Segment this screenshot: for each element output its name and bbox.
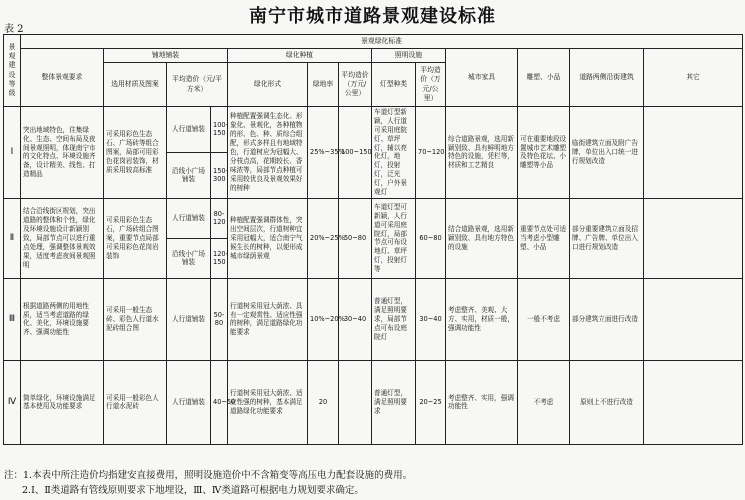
header-other: 其它 — [644, 49, 743, 107]
note-line-1: 注：1.本表中所注造价均指建安直接费用，照明设施造价中不含箱变等高压电力配套设施的费用。 — [4, 470, 413, 481]
header-lamp-cost: 平均造价（万元/公里） — [416, 63, 446, 107]
green-form-cell: 种植配置强调群体性，突出空间层次，行道树种宜采用冠幅大，适合南宁气候生长的树种，以便形成城市绿荫景观 — [228, 198, 308, 278]
grade-cell: Ⅰ — [4, 107, 21, 199]
lamp-type-cell: 普通灯型，满足照明要求 — [372, 360, 416, 444]
header-paving-cost: 平均造价（元/平方米） — [167, 63, 228, 107]
other-cell — [644, 278, 743, 360]
sculpture-cell: 不考虑 — [518, 360, 570, 444]
sculpture-cell: 重要节点处可适当考虑小型雕塑、小品 — [518, 198, 570, 278]
paving-cost-cell: 40~50 — [211, 360, 228, 444]
material-cell: 可采用一般生态砖、彩色人行道水泥砖组合图 — [104, 278, 167, 360]
green-rate-cell: 20%~25% — [308, 198, 339, 278]
header-furniture: 城市家具 — [446, 49, 518, 107]
green-rate-cell: 20 — [308, 360, 339, 444]
paving-sub-cell: 沿线小广场铺装 — [167, 152, 211, 198]
green-cost-cell: 100~150 — [339, 107, 372, 199]
paving-cost-cell: 100-150 — [211, 107, 228, 153]
paving-cost-cell: 80-120 — [211, 198, 228, 238]
paving-sub-cell: 人行道铺装 — [167, 198, 211, 238]
header-paving-material: 选用材质及图案 — [104, 63, 167, 107]
header-green-form: 绿化形式 — [228, 63, 308, 107]
table-notes — [4, 468, 412, 498]
green-rate-cell: 10%~20% — [308, 278, 339, 360]
table-tag: 表 2 — [4, 24, 24, 35]
furniture-cell: 结合道路景观，选用新颖别致、具有地方特色的设施 — [446, 198, 518, 278]
lamp-cost-cell: 20~25 — [416, 360, 446, 444]
green-rate-cell: 25%~35% — [308, 107, 339, 199]
lamp-cost-cell: 30~40 — [416, 278, 446, 360]
green-cost-cell — [339, 360, 372, 444]
lamp-type-cell: 车道灯型新颖，人行道可采用庭院灯、草坪灯，辅以亮化灯，地灯，投射灯，泛光灯，户外景观灯 — [372, 107, 416, 199]
standards-table — [3, 34, 743, 445]
other-cell — [644, 107, 743, 199]
header-paving: 铺地铺装 — [104, 49, 228, 63]
green-cost-cell: 30~40 — [339, 278, 372, 360]
document-title: 南宁市城市道路景观建设标准 — [249, 6, 496, 27]
facade-cell: 临街建筑立面及附广告牌，单位出入口统一进行规划改造 — [570, 107, 644, 199]
grade-cell: Ⅱ — [4, 198, 21, 278]
note-line-2: 2.Ⅰ、Ⅱ类道路有管线原则要求下地埋设，Ⅲ、Ⅳ类道路可根据电力规划要求确定。 — [22, 485, 364, 496]
header-greening: 绿化种植 — [228, 49, 372, 63]
grade-cell: Ⅲ — [4, 278, 21, 360]
overall-cell: 突出地域特色，住集绿化、生态、空间布局及夜间景观照明，体现南宁市的文化特点、环境设施齐备，设计精美、线性、打造精品 — [21, 107, 104, 199]
paving-cost-cell: 50-80 — [211, 278, 228, 360]
material-cell: 可采用彩色生态石，广场砖组合图案，重要节点局部可采用彩色花岗岩装饰 — [104, 198, 167, 278]
green-form-cell: 行道树采用冠大荫浓、具有一定观赏性、适应性强的树种，满足道路绿化功能要求 — [228, 278, 308, 360]
lamp-type-cell: 普通灯型，满足照明要求，局部节点可布设庭院灯 — [372, 278, 416, 360]
furniture-cell: 综合道路景观，选用新颖别致、具有鲜明地方特色的设施，凭栏等，材质和工艺精良 — [446, 107, 518, 199]
table-row-grade-2 — [4, 198, 743, 238]
furniture-cell: 考虑整齐、美观、大方、实用，材质一般，强调功能性 — [446, 278, 518, 360]
paving-sub-cell: 人行道铺装 — [167, 278, 211, 360]
sculpture-cell: 一般不考虑 — [518, 278, 570, 360]
paving-sub-cell: 沿线小广场铺装 — [167, 238, 211, 278]
paving-sub-cell: 人行道铺装 — [167, 107, 211, 153]
facade-cell: 原则上不进行改造 — [570, 360, 644, 444]
table-row-grade-3 — [4, 278, 743, 360]
furniture-cell: 考虑整齐、实用，强调功能性 — [446, 360, 518, 444]
green-cost-cell: 50~80 — [339, 198, 372, 278]
overall-cell: 简单绿化，环境设施满足基本使用及功能要求 — [21, 360, 104, 444]
lamp-cost-cell: 70~120 — [416, 107, 446, 199]
header-sculpture: 雕塑、小品 — [518, 49, 570, 107]
paving-sub-cell: 人行道铺装 — [167, 360, 211, 444]
green-form-cell: 种植配置强调生态化、形象化、景观化，各种植物的形、色、种、质综合组配，形式多样且有地域特色，行道树应为冠幅大、分枝点高，花期较长、香味浓等，局部节点种植可采用较优良及景观效果好的树种 — [228, 107, 308, 199]
material-cell: 可采用彩色生态石、广场砖等组合图案，局部可用彩色花岗岩装饰，材质采用较高标准 — [104, 107, 167, 199]
lamp-cost-cell: 60~80 — [416, 198, 446, 278]
header-green-cost: 平均造价（万元/公里） — [339, 63, 372, 107]
grade-cell: Ⅳ — [4, 360, 21, 444]
green-form-cell: 行道树采用冠大荫浓、适应性强的树种，基本满足道路绿化功能要求 — [228, 360, 308, 444]
table-row-grade-1 — [4, 107, 743, 153]
header-grade: 景观建设等级 — [4, 35, 21, 107]
overall-cell: 结合沿线街区规划，突出道路的整体和个性，绿化及环境设施设计新颖别致，局部节点可以进行重点处理，强调整体景观效果，适度考虑夜间景观照明 — [21, 198, 104, 278]
facade-cell: 部分建筑立面进行改造 — [570, 278, 644, 360]
header-facade: 道路两侧沿街建筑 — [570, 49, 644, 107]
header-overall: 整体景观要求 — [21, 49, 104, 107]
paving-cost-cell: 150-300 — [211, 152, 228, 198]
other-cell — [644, 198, 743, 278]
header-lighting: 照明设施 — [372, 49, 446, 63]
overall-cell: 根据道路两侧的用地性质，适当考虑道路的绿化、美化，环境设施要齐、强调功能性 — [21, 278, 104, 360]
header-green-rate: 绿地率 — [308, 63, 339, 107]
other-cell — [644, 360, 743, 444]
lamp-type-cell: 车道灯型可新颖，人行道可采用庭院灯，局部节点可布设地灯、草坪灯，投射灯等 — [372, 198, 416, 278]
header-top-group: 景观绿化标准 — [21, 35, 743, 49]
paving-cost-cell: 120-150 — [211, 238, 228, 278]
material-cell: 可采用一般彩色人行道水泥砖 — [104, 360, 167, 444]
sculpture-cell: 可在重要地段设置城市艺术雕塑及特色花坛、小雕塑等小品 — [518, 107, 570, 199]
header-lamp-type: 灯型种类 — [372, 63, 416, 107]
table-row-grade-4 — [4, 360, 743, 444]
facade-cell: 部分重要建筑立面及招牌、广告牌、单位出入口进行规划改造 — [570, 198, 644, 278]
